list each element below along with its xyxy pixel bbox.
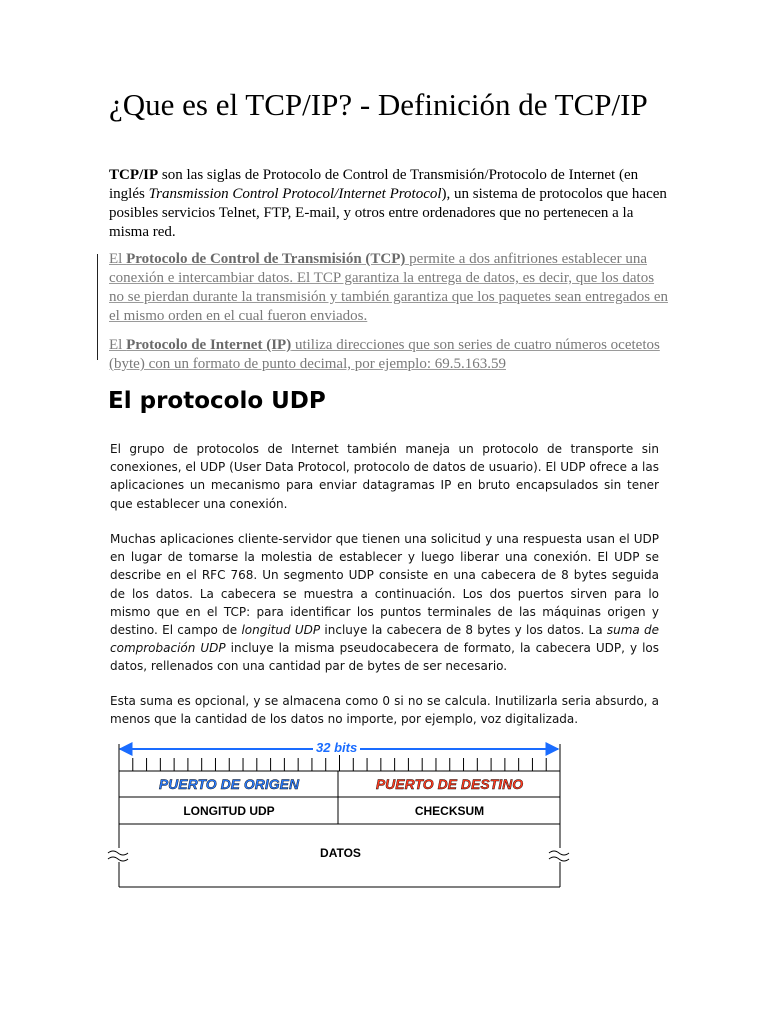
udp-p2-italic-1: longitud UDP: [241, 623, 321, 638]
udp-p2-c: incluye la misma pseudocabecera de formato, la cabecera UDP, y los datos, rellenados con una cantidad par de bytes de ser necesario.: [110, 641, 659, 674]
break-mark-right: [549, 851, 569, 861]
intro-term: TCP/IP: [109, 167, 159, 183]
ip-term: Protocolo de Internet (IP): [126, 337, 292, 353]
bits-label: 32 bits: [313, 740, 360, 755]
bit-ruler-ticks: [119, 744, 560, 771]
udp-p2-a: Muchas aplicaciones cliente-servidor que tienen una solicitud y una respuesta usan el UDP en lugar de tomarse la molestia de establecer y luego liberar una conexión. El UDP se describe en el RFC 768. Un segmento UDP consiste en una cabecera de 8 bytes seguida de los datos. La cabecera se muestra a continuación. Los dos puertos sirven para lo mismo que en el TCP: para identificar los puntos terminales de las máquinas origen y destino. El campo de: [110, 532, 659, 638]
header-row-1: [119, 771, 560, 797]
ip-prefix: El: [109, 337, 127, 353]
dest-port-label: PUERTO DE DESTINO: [375, 776, 524, 792]
udp-p2-b: incluye la cabecera de 8 bytes y los datos. La: [320, 623, 607, 638]
tcp-term: Protocolo de Control de Transmisión (TCP): [126, 251, 406, 267]
udp-paragraph-3: Esta suma es opcional, y se almacena como 0 si no se calcula. Inutilizarla seria absurdo, a menos que la cantidad de los datos no importe, por ejemplo, voz digitalizada.: [110, 694, 659, 727]
ip-link-paragraph[interactable]: [109, 336, 669, 374]
intro-text-1: son las siglas de Protocolo de Control de Transmisión/Protocolo de Internet (en inglés: [109, 167, 639, 202]
intro-paragraph: [109, 166, 669, 242]
udp-paragraph-2: [110, 530, 659, 676]
header-row-2: [119, 797, 560, 824]
change-bar: [97, 254, 98, 360]
udp-p2-italic-2: suma de comprobación UDP: [110, 623, 660, 656]
tcp-text: permite a dos anfitriones establecer una conexión e intercambiar datos. El TCP garantiza la entrega de datos, es decir, que los datos no se pierdan durante la transmisión y también garantiza que los paquetes sean entregados en el mismo orden en el cual fueron enviados.: [109, 251, 668, 324]
page-title: ¿Que es el TCP/IP? - Definición de TCP/IP: [109, 87, 648, 122]
intro-italic: Transmission Control Protocol/Internet Protocol: [148, 186, 442, 202]
intro-text-2: ), un sistema de protocolos que hacen posibles servicios Telnet, FTP, E-mail, y otros entre ordenadores que no pertenecen a la misma red.: [109, 186, 667, 240]
data-label: DATOS: [320, 846, 361, 860]
tcp-link-paragraph[interactable]: [109, 250, 669, 326]
length-label: LONGITUD UDP: [183, 804, 275, 818]
tcp-prefix: El: [109, 251, 127, 267]
udp-heading: El protocolo UDP: [108, 388, 326, 414]
ip-text: utiliza direcciones que son series de cuatro números ocetetos (byte) con un formato de punto decimal, por ejemplo: 69.5.163.59: [109, 337, 660, 372]
checksum-label: CHECKSUM: [414, 804, 485, 818]
break-mark-left: [108, 851, 128, 861]
source-port-label: PUERTO DE ORIGEN: [158, 776, 300, 792]
udp-paragraph-1: El grupo de protocolos de Internet también maneja un protocolo de transporte sin conexiones, el UDP (User Data Protocol, protocolo de datos de usuario). El UDP ofrece a las aplicaciones un mecanismo para enviar datagramas IP en bruto encapsulados sin tener que establecer una conexión.: [110, 442, 659, 511]
